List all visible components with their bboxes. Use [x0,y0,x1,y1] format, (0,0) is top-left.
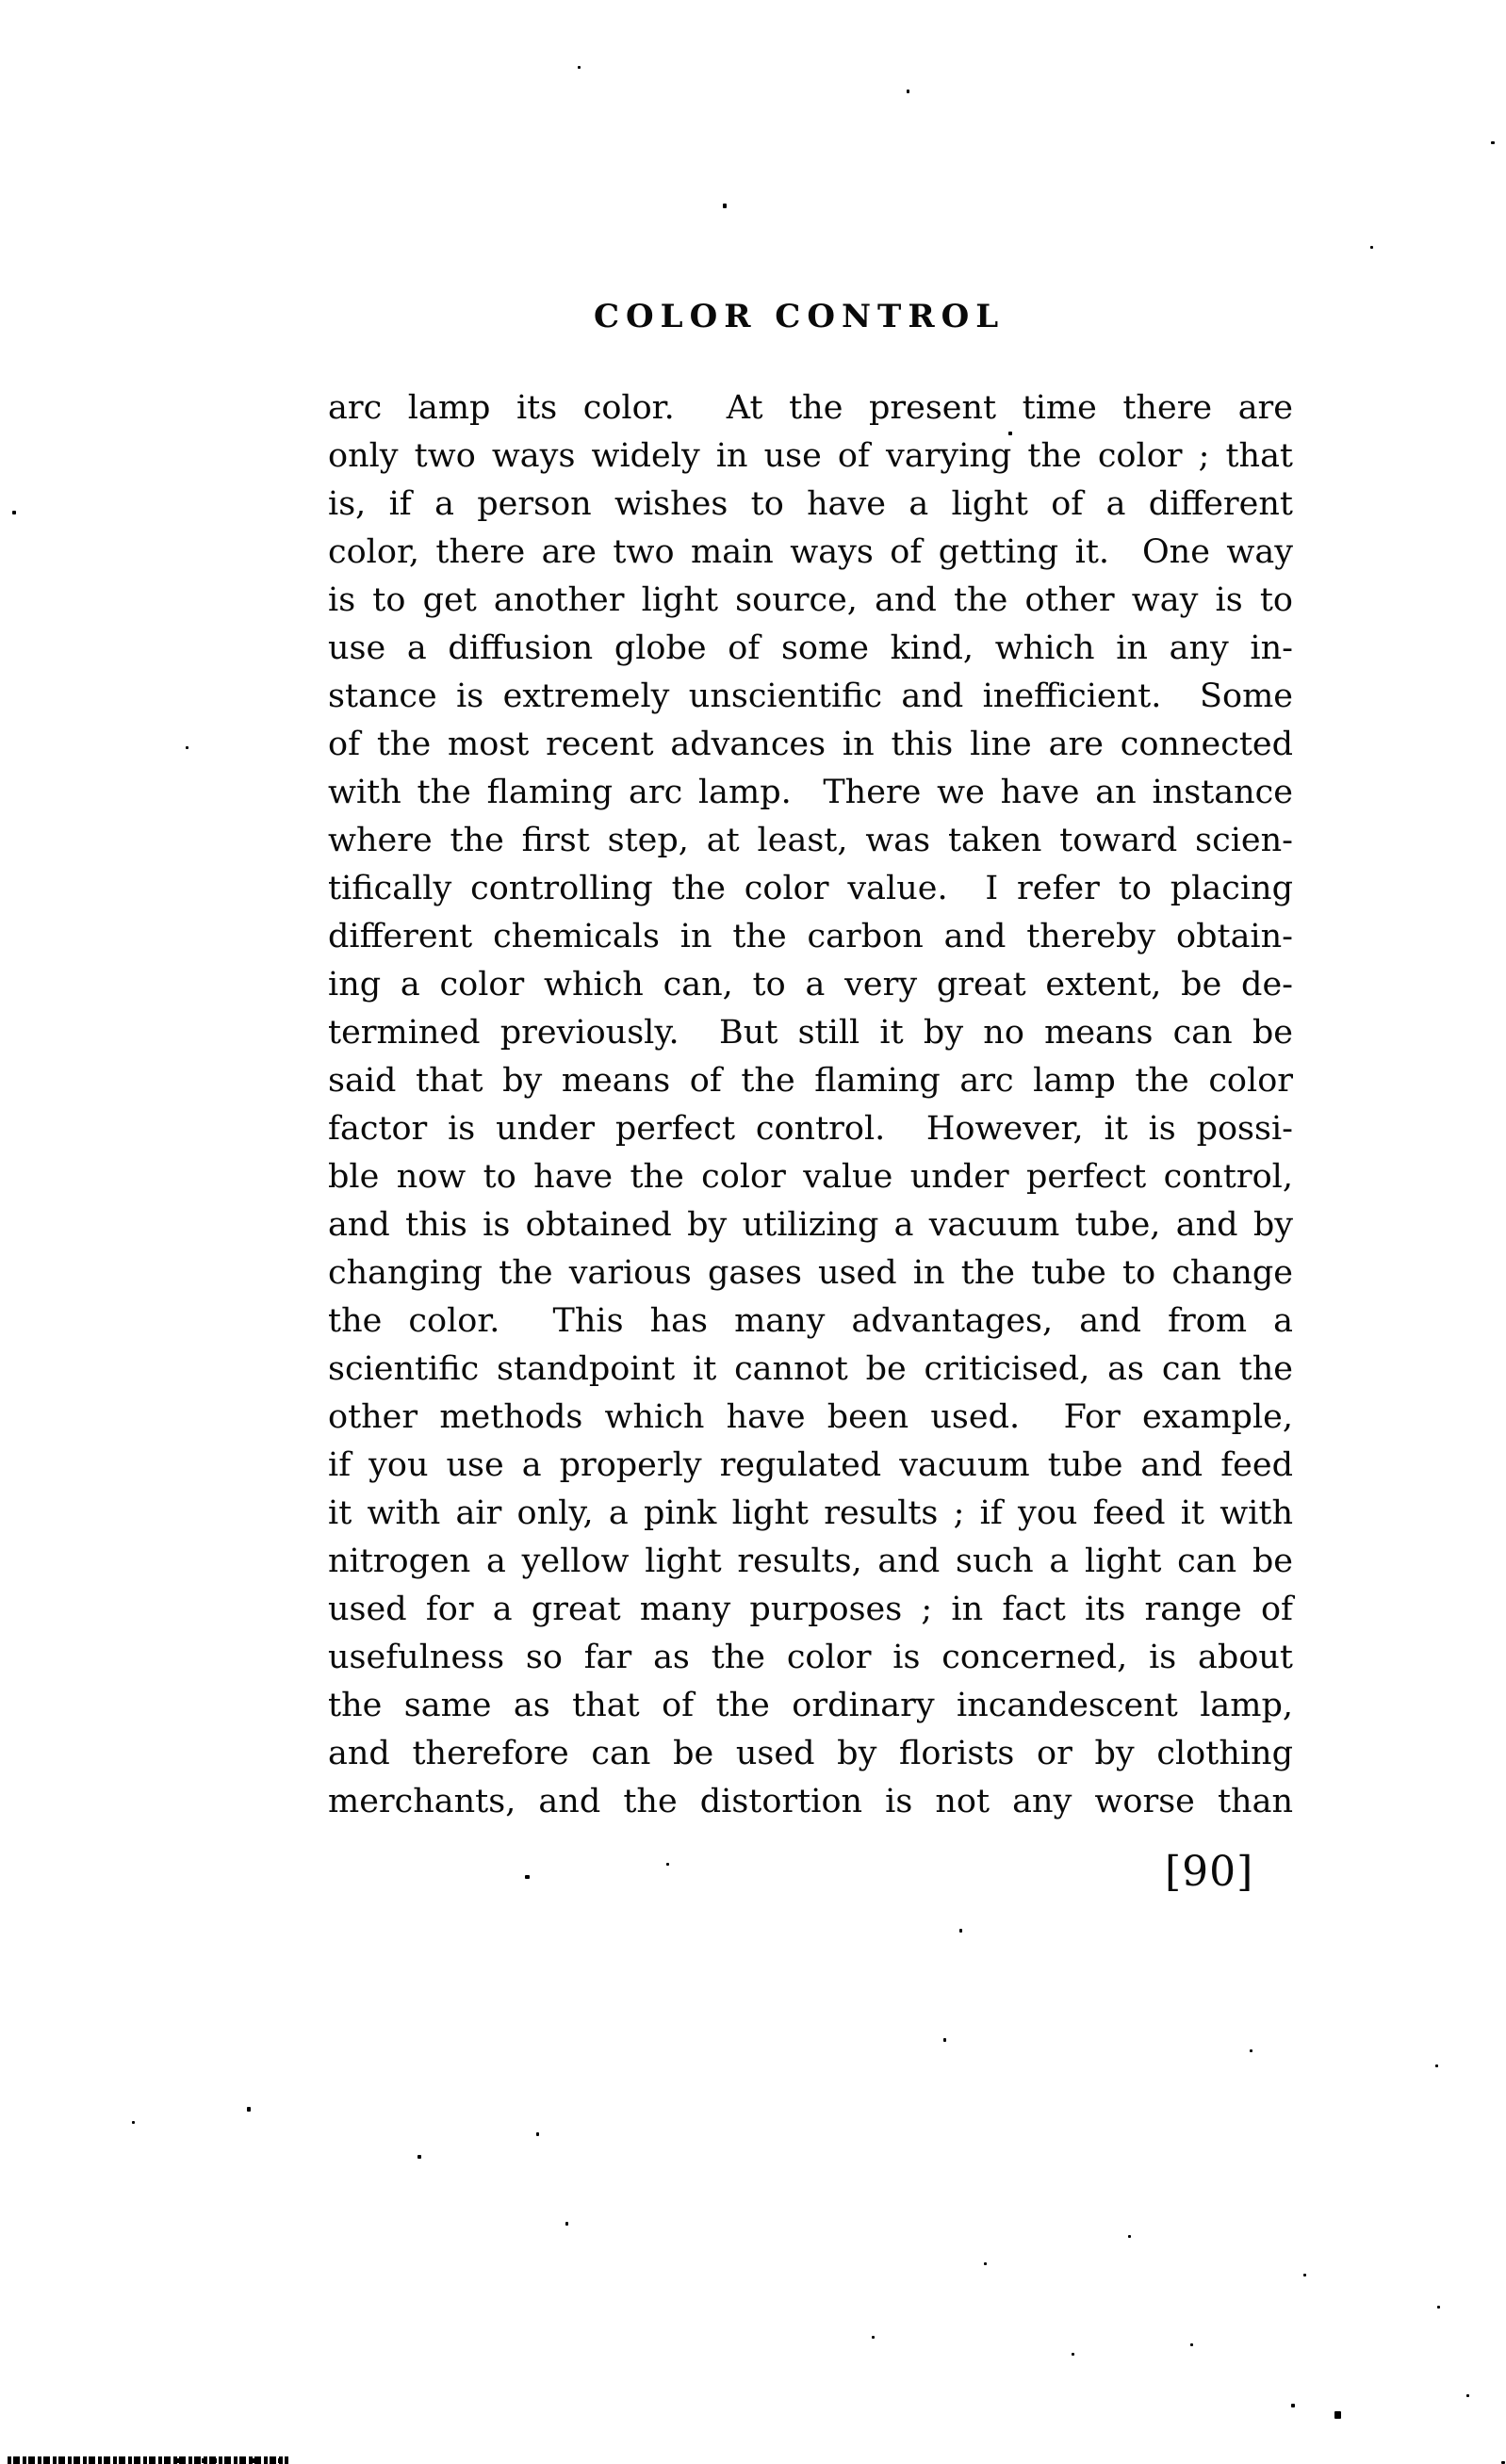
scan-speck [247,2107,251,2112]
text-line: and this is obtained by utilizing a vacuum tube, and by [328,1206,1293,1244]
scan-speck [1128,2235,1131,2238]
scan-speck [536,2132,539,2136]
scan-speck [1491,141,1495,144]
text-line: ble now to have the color value under perfect control, [328,1158,1293,1196]
text-line: and therefore can be used by florists or by clothing [328,1735,1293,1772]
scan-speck [565,2222,568,2226]
page-number: [90] [1165,1848,1254,1896]
scan-speck [1303,2274,1306,2276]
text-line: where the first step, at least, was taken toward scien- [328,822,1293,859]
scan-speck [1190,2343,1193,2346]
scan-speck [943,2038,946,2042]
text-line: other methods which have been used. For example, [328,1398,1293,1436]
text-line: usefulness so far as the color is concerned, is about [328,1639,1293,1676]
text-line: color, there are two main ways of getting it. One way [328,533,1293,571]
scan-speck [1072,2353,1074,2356]
scan-speck [1008,432,1012,435]
scan-speck [578,66,581,69]
scan-speck [525,1875,530,1879]
text-line: if you use a properly regulated vacuum tube and feed [328,1446,1293,1484]
scan-speck [907,90,909,93]
text-line: the same as that of the ordinary incandescent lamp, [328,1687,1293,1724]
text-line: nitrogen a yellow light results, and such a light can be [328,1542,1293,1580]
text-line: is to get another light source, and the other way is to [328,581,1293,619]
text-line: used for a great many purposes ; in fact its range of [328,1591,1293,1628]
text-line: ing a color which can, to a very great extent, be de- [328,966,1293,1004]
text-line: changing the various gases used in the tube to change [328,1254,1293,1292]
text-line: only two ways widely in use of varying the color ; that [328,437,1293,475]
text-line: with the flaming arc lamp. There we have an instance [328,774,1293,811]
text-line: different chemicals in the carbon and thereby obtain- [328,918,1293,955]
scan-speck [1466,2394,1469,2397]
scan-speck [132,2121,135,2124]
scan-speck [1437,2306,1440,2309]
page-title: COLOR CONTROL [594,298,1006,335]
scan-speck [1250,2049,1252,2052]
text-line: tifically controlling the color value. I refer to placing [328,870,1293,907]
scan-speck [1435,2064,1438,2067]
scan-edge-mask [288,2455,364,2464]
text-line: use a diffusion globe of some kind, which in any in- [328,629,1293,667]
scan-speck [1291,2404,1295,2407]
text-line: of the most recent advances in this line are connected [328,726,1293,763]
scan-speck [959,1929,962,1933]
text-line: stance is extremely unscientific and inefficient. Some [328,677,1293,715]
text-line: arc lamp its color. At the present time there are [328,389,1293,427]
scan-speck [666,1863,669,1866]
text-line: is, if a person wishes to have a light of a different [328,485,1293,523]
scan-speck [186,746,188,749]
text-line: factor is under perfect control. However, it is possi- [328,1110,1293,1148]
scan-speck [723,204,727,208]
scan-speck [12,511,16,514]
scan-speck [1370,246,1373,249]
text-line: said that by means of the flaming arc lamp the color [328,1062,1293,1100]
scan-speck [1334,2411,1341,2419]
scan-speck [417,2155,421,2159]
scan-speck [984,2262,987,2265]
body-text [328,384,1293,1826]
text-line: it with air only, a pink light results ; if you feed it with [328,1494,1293,1532]
text-line: merchants, and the distortion is not any worse than [328,1783,1293,1820]
text-line: the color. This has many advantages, and from a [328,1302,1293,1340]
scan-speck [872,2336,875,2339]
text-line: scientific standpoint it cannot be criticised, as can the [328,1350,1293,1388]
text-line: termined previously. But still it by no means can be [328,1014,1293,1052]
